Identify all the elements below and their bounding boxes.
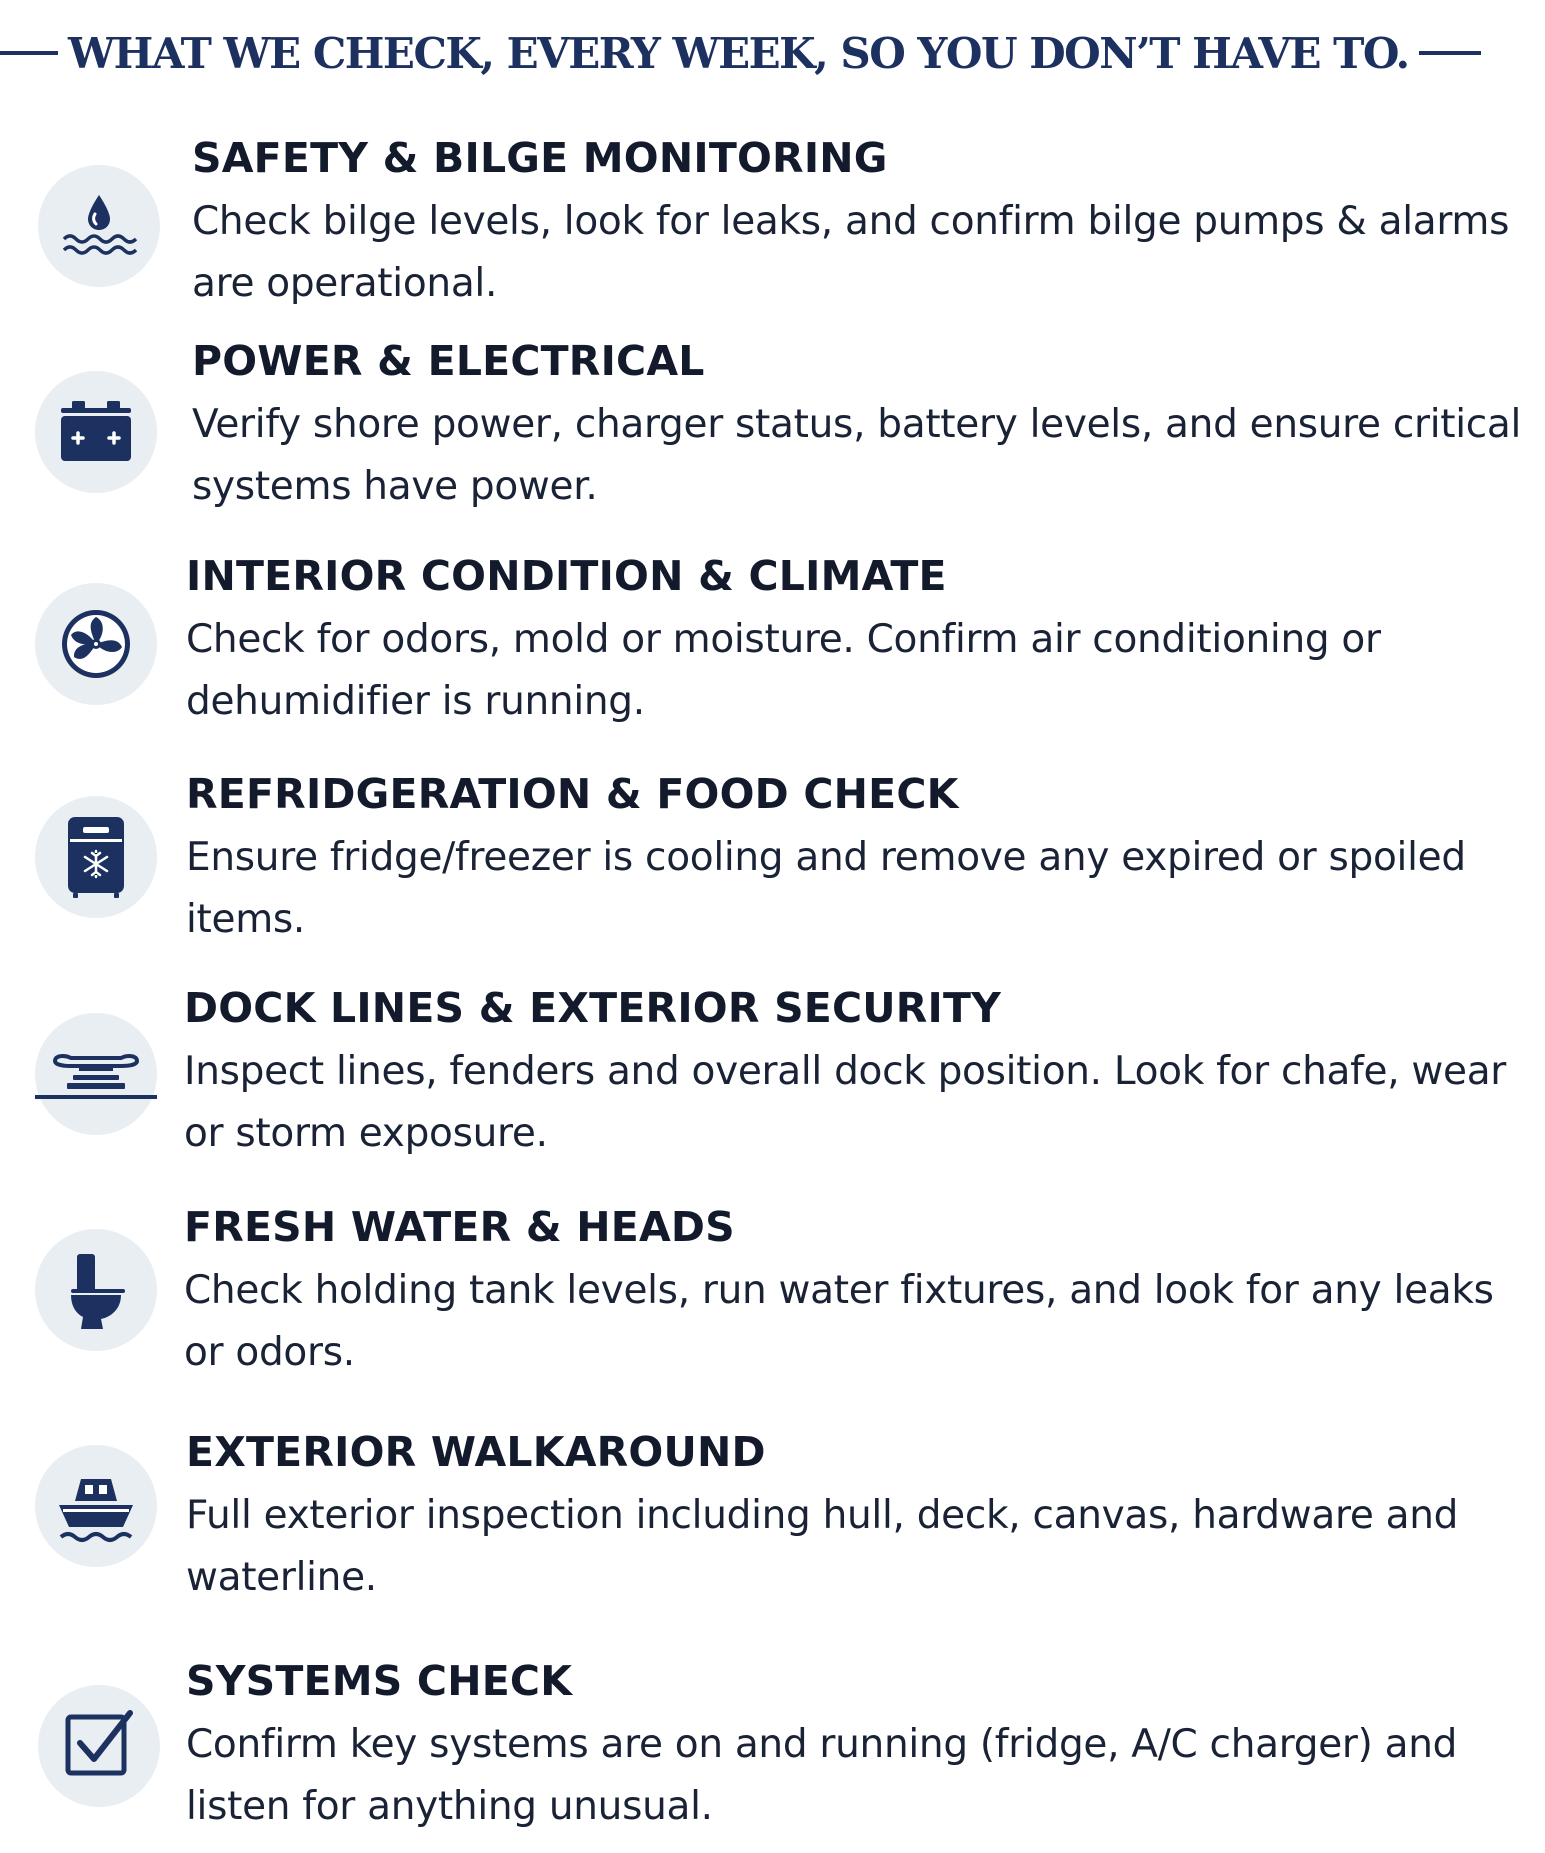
item-title: DOCK LINES & EXTERIOR SECURITY	[184, 984, 1002, 1032]
item-title: FRESH WATER & HEADS	[184, 1203, 735, 1251]
checklist-item-refrigeration	[0, 766, 1545, 966]
checklist-item-exterior-walkaround	[0, 1424, 1545, 1624]
fan-icon	[35, 583, 157, 705]
battery-icon	[35, 371, 157, 493]
item-description: Full exterior inspection including hull, deck, canvas, hardware and waterline.	[186, 1493, 1459, 1600]
checklist-item-interior-climate	[0, 548, 1545, 748]
water-drop-icon	[38, 165, 160, 287]
item-description: Check bilge levels, look for leaks, and confirm bilge pumps & alarms are operational.	[192, 199, 1510, 306]
item-description: Verify shore power, charger status, battery levels, and ensure critical systems have power.	[192, 402, 1522, 509]
item-description: Ensure fridge/freezer is cooling and remove any expired or spoiled items.	[186, 835, 1466, 942]
checklist-item-power-electrical	[0, 333, 1545, 533]
header-rule-left	[0, 51, 58, 55]
checklist-item-safety-bilge	[0, 130, 1545, 330]
item-title: EXTERIOR WALKAROUND	[186, 1428, 766, 1476]
checklist-item-fresh-water	[0, 1199, 1545, 1399]
header	[0, 18, 1545, 88]
checklist-item-dock-lines	[0, 980, 1545, 1180]
item-title: SYSTEMS CHECK	[186, 1657, 573, 1705]
item-title: REFRIDGERATION & FOOD CHECK	[186, 770, 959, 818]
item-description: Check holding tank levels, run water fixtures, and look for any leaks or odors.	[184, 1268, 1494, 1375]
item-description: Check for odors, mold or moisture. Confirm air conditioning or dehumidifier is running.	[186, 617, 1381, 724]
item-title: SAFETY & BILGE MONITORING	[192, 134, 888, 182]
checklist-item-systems-check	[0, 1653, 1545, 1853]
item-title: POWER & ELECTRICAL	[192, 337, 705, 385]
item-description: Confirm key systems are on and running (fridge, A/C charger) and listen for anything unusual.	[186, 1722, 1458, 1829]
item-description: Inspect lines, fenders and overall dock position. Look for chafe, wear or storm exposure.	[184, 1049, 1507, 1156]
fridge-icon	[35, 796, 157, 918]
dock-cleat-icon	[35, 1013, 157, 1135]
header-rule-right	[1419, 51, 1481, 55]
toilet-icon	[35, 1229, 157, 1351]
checkbox-icon	[38, 1685, 160, 1807]
boat-icon	[35, 1445, 157, 1567]
page-title: WHAT WE CHECK, EVERY WEEK, SO YOU DON’T HAVE TO.	[68, 28, 1409, 78]
item-title: INTERIOR CONDITION & CLIMATE	[186, 552, 947, 600]
